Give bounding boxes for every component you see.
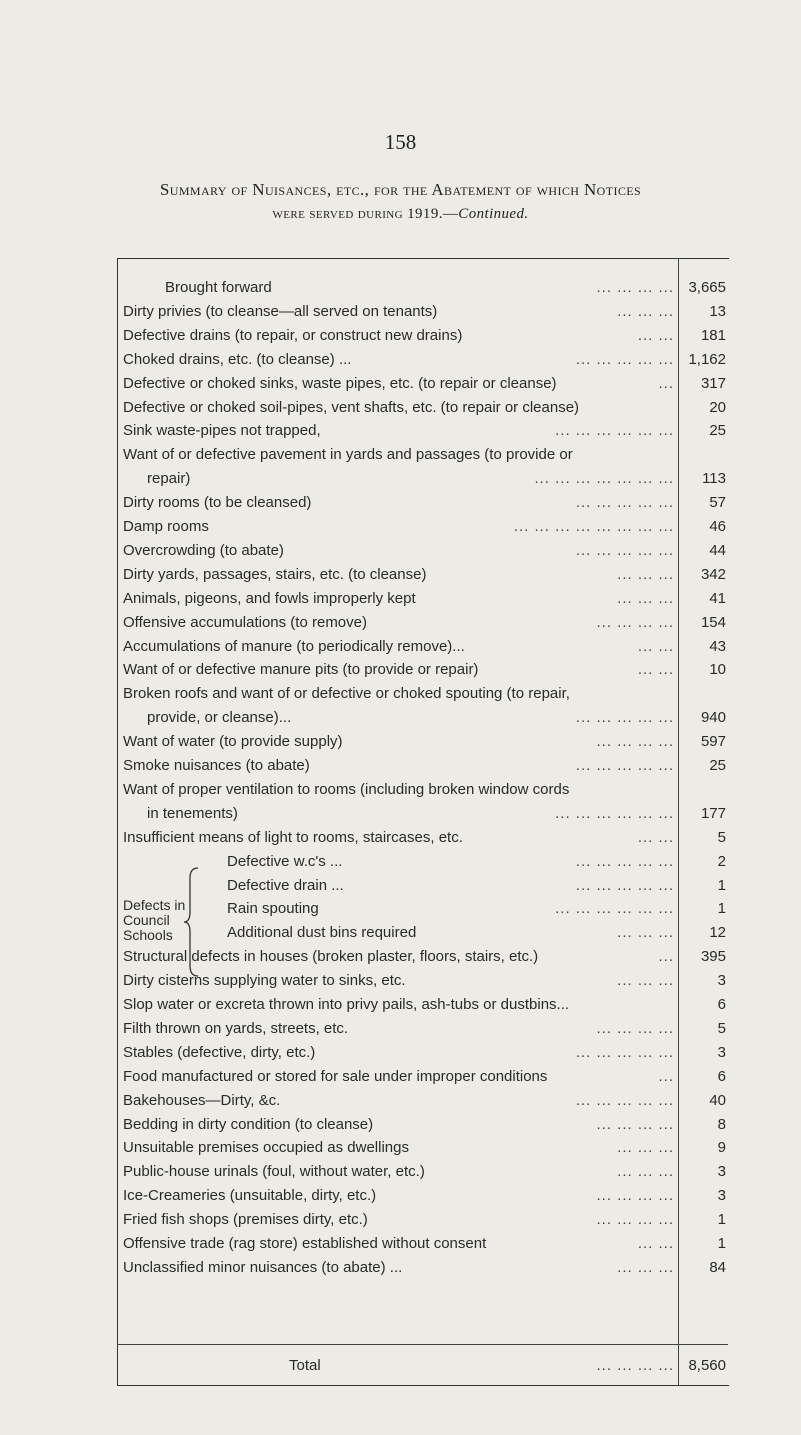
row-dots: ... ... ... ... ... ... ... ... xyxy=(513,518,674,535)
row-dots: ... ... ... ... ... xyxy=(575,1043,674,1061)
table-row xyxy=(123,372,674,396)
row-dots: ... ... ... ... xyxy=(596,279,674,296)
total-value: 8,560 xyxy=(688,1357,726,1374)
row-label: Offensive trade (rag store) established without consent xyxy=(123,1235,487,1252)
table-row xyxy=(123,1136,674,1160)
row-value: 317 xyxy=(700,374,726,392)
table-row xyxy=(123,874,674,898)
row-value: 1,162 xyxy=(688,350,726,368)
row-label: Defective drain ... xyxy=(227,876,344,894)
total-dots: ... ... ... ... xyxy=(596,1357,674,1374)
row-label: Filth thrown on yards, streets, etc. xyxy=(123,1019,349,1037)
page-heading-line2 xyxy=(0,206,801,223)
row-value: 2 xyxy=(717,852,726,870)
row-value: 181 xyxy=(700,326,726,344)
row-label: Want of or defective manure pits (to provide or repair) xyxy=(123,661,479,679)
row-dots: ... xyxy=(658,1067,674,1085)
row-label: Choked drains, etc. (to cleanse) ... xyxy=(123,350,352,368)
page-heading: Summary of Nuisances, etc., for the Abatement of which Notices xyxy=(159,180,642,199)
table-row xyxy=(123,1017,674,1041)
row-value: 6 xyxy=(717,1067,726,1085)
row-dots: ... ... ... ... ... ... xyxy=(555,422,674,440)
row-value: 154 xyxy=(700,613,726,631)
row-dots: ... ... xyxy=(637,1235,674,1252)
row-label: Bedding in dirty condition (to cleanse) xyxy=(123,1115,374,1133)
row-label: provide, or cleanse)... xyxy=(147,709,292,727)
row-dots: ... ... ... ... ... xyxy=(575,709,674,727)
row-label: Damp rooms xyxy=(123,518,209,535)
row-dots: ... ... ... xyxy=(617,1139,674,1157)
row-value: 84 xyxy=(709,1258,726,1276)
row-label: Slop water or excreta thrown into privy pails, ash-tubs or dustbins... xyxy=(123,996,570,1013)
row-dots: ... xyxy=(658,948,674,966)
row-dots: ... ... ... ... ... xyxy=(575,494,674,512)
row-label: Accumulations of manure (to periodically remove)... xyxy=(123,637,465,655)
table-row xyxy=(123,897,674,921)
row-dots: ... ... ... ... ... ... xyxy=(555,804,674,822)
total-row xyxy=(123,1354,674,1378)
row-value: 46 xyxy=(709,518,726,535)
row-value: 597 xyxy=(700,733,726,751)
row-value: 395 xyxy=(700,948,726,966)
row-value: 3 xyxy=(717,1163,726,1181)
row-label: Sink waste-pipes not trapped, xyxy=(123,422,321,440)
row-label: in tenements) xyxy=(147,804,238,822)
row-value: 940 xyxy=(700,709,726,727)
row-value xyxy=(680,778,726,802)
row-dots: ... ... xyxy=(637,637,674,655)
page-number: 158 xyxy=(384,130,417,154)
row-label: repair) xyxy=(147,470,191,488)
table-row xyxy=(123,324,674,348)
row-label: Dirty cisterns supplying water to sinks, etc. xyxy=(123,972,406,990)
row-value: 177 xyxy=(700,804,726,822)
row-dots: ... ... ... ... xyxy=(596,733,674,751)
row-dots: ... ... ... ... ... ... ... xyxy=(534,470,674,488)
row-label: Want of proper ventilation to rooms (including broken window cords xyxy=(123,780,570,798)
row-label: Fried fish shops (premises dirty, etc.) xyxy=(123,1211,368,1229)
row-dots: ... ... ... xyxy=(617,589,674,607)
column-divider xyxy=(678,258,679,1385)
row-value: 3 xyxy=(717,1043,726,1061)
row-value: 25 xyxy=(709,422,726,440)
row-dots: ... ... ... xyxy=(617,565,674,583)
row-dots: ... ... ... xyxy=(617,302,674,320)
row-dots: ... ... ... ... ... xyxy=(575,757,674,774)
heading-text: were served during 1919.— xyxy=(272,206,459,222)
table-row xyxy=(123,1160,674,1184)
table-row xyxy=(123,921,674,945)
row-label: Defective or choked sinks, waste pipes, etc. (to repair or cleanse) xyxy=(123,374,557,392)
row-label: Want of or defective pavement in yards and passages (to provide or xyxy=(123,446,573,464)
row-label: Additional dust bins required xyxy=(227,924,417,942)
table-row xyxy=(123,276,674,300)
table-row xyxy=(123,1256,674,1280)
row-dots: ... ... ... ... xyxy=(596,1187,674,1205)
table-row xyxy=(123,419,674,443)
row-value: 3 xyxy=(717,972,726,990)
row-dots: ... ... ... xyxy=(617,1258,674,1276)
row-value: 57 xyxy=(709,494,726,512)
group-label: Defects in Council Schools xyxy=(123,897,186,943)
table-row xyxy=(123,467,674,491)
row-value: 20 xyxy=(709,398,726,416)
table-row xyxy=(123,563,674,587)
table-row xyxy=(123,300,674,324)
table-row xyxy=(123,396,674,420)
table-row xyxy=(123,993,674,1017)
table-row xyxy=(123,635,674,659)
row-dots: ... ... ... ... ... ... xyxy=(555,900,674,918)
row-dots: ... ... ... xyxy=(617,972,674,990)
table-row xyxy=(123,1065,674,1089)
table-row xyxy=(123,1232,674,1256)
row-value: 44 xyxy=(709,541,726,559)
row-label: Bakehouses—Dirty, &c. xyxy=(123,1091,281,1109)
table-row xyxy=(123,778,674,802)
row-value: 41 xyxy=(709,589,726,607)
row-label: Public-house urinals (foul, without water, etc.) xyxy=(123,1163,425,1181)
row-value: 13 xyxy=(709,302,726,320)
row-label: Want of water (to provide supply) xyxy=(123,733,343,751)
table-row xyxy=(123,850,674,874)
table-row xyxy=(123,754,674,778)
row-label: Brought forward xyxy=(165,279,272,296)
table-row xyxy=(123,802,674,826)
row-value: 25 xyxy=(709,757,726,774)
brace-icon xyxy=(184,866,204,978)
row-label: Overcrowding (to abate) xyxy=(123,541,284,559)
table-row xyxy=(123,611,674,635)
table-row xyxy=(123,969,674,993)
row-label: Defective drains (to repair, or construct new drains) xyxy=(123,326,463,344)
row-value: 43 xyxy=(709,637,726,655)
row-label: Ice-Creameries (unsuitable, dirty, etc.) xyxy=(123,1187,377,1205)
table-row xyxy=(123,1113,674,1137)
table-row xyxy=(123,1208,674,1232)
row-label: Unsuitable premises occupied as dwellings xyxy=(123,1139,409,1157)
row-label: Stables (defective, dirty, etc.) xyxy=(123,1043,316,1061)
row-dots: ... ... ... ... ... xyxy=(575,541,674,559)
row-value: 1 xyxy=(717,900,726,918)
row-dots: ... ... ... ... xyxy=(596,1019,674,1037)
row-dots: ... xyxy=(658,374,674,392)
row-label: Animals, pigeons, and fowls improperly kept xyxy=(123,589,416,607)
table-row xyxy=(123,1089,674,1113)
row-label: Defective or choked soil-pipes, vent shafts, etc. (to repair or cleanse) xyxy=(123,398,580,416)
row-label: Dirty rooms (to be cleansed) xyxy=(123,494,312,512)
row-label: Structural defects in houses (broken plaster, floors, stairs, etc.) xyxy=(123,948,539,966)
total-label: Total xyxy=(289,1357,321,1374)
table-row xyxy=(123,1041,674,1065)
row-value: 12 xyxy=(709,924,726,942)
row-dots: ... ... xyxy=(637,661,674,679)
row-value: 1 xyxy=(717,1235,726,1252)
row-label: Unclassified minor nuisances (to abate) ... xyxy=(123,1258,403,1276)
row-label: Insufficient means of light to rooms, staircases, etc. xyxy=(123,828,463,846)
row-value: 1 xyxy=(717,1211,726,1229)
row-dots: ... ... ... xyxy=(617,924,674,942)
row-dots: ... ... ... ... ... xyxy=(575,1091,674,1109)
row-label: Dirty privies (to cleanse—all served on tenants) xyxy=(123,302,438,320)
row-dots: ... ... ... ... ... xyxy=(575,876,674,894)
row-dots: ... ... ... xyxy=(617,1163,674,1181)
row-value: 8 xyxy=(717,1115,726,1133)
row-label: Offensive accumulations (to remove) xyxy=(123,613,367,631)
table-row xyxy=(123,587,674,611)
table-row xyxy=(123,443,674,467)
table-row xyxy=(123,706,674,730)
row-value: 1 xyxy=(717,876,726,894)
row-dots: ... ... xyxy=(637,828,674,846)
row-value xyxy=(680,682,726,706)
row-value: 3,665 xyxy=(688,279,726,296)
table-row xyxy=(123,539,674,563)
row-label: Smoke nuisances (to abate) xyxy=(123,757,310,774)
row-value: 113 xyxy=(702,470,726,488)
row-dots: ... ... xyxy=(637,326,674,344)
table-row xyxy=(123,1184,674,1208)
table-row xyxy=(123,730,674,754)
table-row xyxy=(123,348,674,372)
total-divider xyxy=(117,1344,728,1345)
row-value: 5 xyxy=(717,1019,726,1037)
row-value: 6 xyxy=(717,996,726,1013)
row-dots: ... ... ... ... ... xyxy=(575,852,674,870)
row-dots: ... ... ... ... ... xyxy=(575,350,674,368)
row-value: 40 xyxy=(709,1091,726,1109)
row-label: Rain spouting xyxy=(227,900,319,918)
row-value: 342 xyxy=(700,565,726,583)
row-value xyxy=(680,443,726,467)
table-row xyxy=(123,491,674,515)
row-label: Defective w.c's ... xyxy=(227,852,343,870)
row-value: 3 xyxy=(717,1187,726,1205)
row-value: 9 xyxy=(717,1139,726,1157)
row-value: 10 xyxy=(709,661,726,679)
row-dots: ... ... ... ... xyxy=(596,613,674,631)
row-label: Food manufactured or stored for sale under improper conditions xyxy=(123,1067,548,1085)
table-row xyxy=(123,658,674,682)
heading-continued: Continued. xyxy=(458,206,529,222)
row-dots: ... ... ... ... xyxy=(596,1115,674,1133)
row-dots: ... ... ... ... xyxy=(596,1211,674,1229)
table-row xyxy=(123,826,674,850)
table-row xyxy=(123,682,674,706)
row-value: 5 xyxy=(717,828,726,846)
table-row xyxy=(123,945,674,969)
table-row xyxy=(123,515,674,539)
row-label: Broken roofs and want of or defective or choked spouting (to repair, xyxy=(123,685,570,703)
row-label: Dirty yards, passages, stairs, etc. (to cleanse) xyxy=(123,565,427,583)
